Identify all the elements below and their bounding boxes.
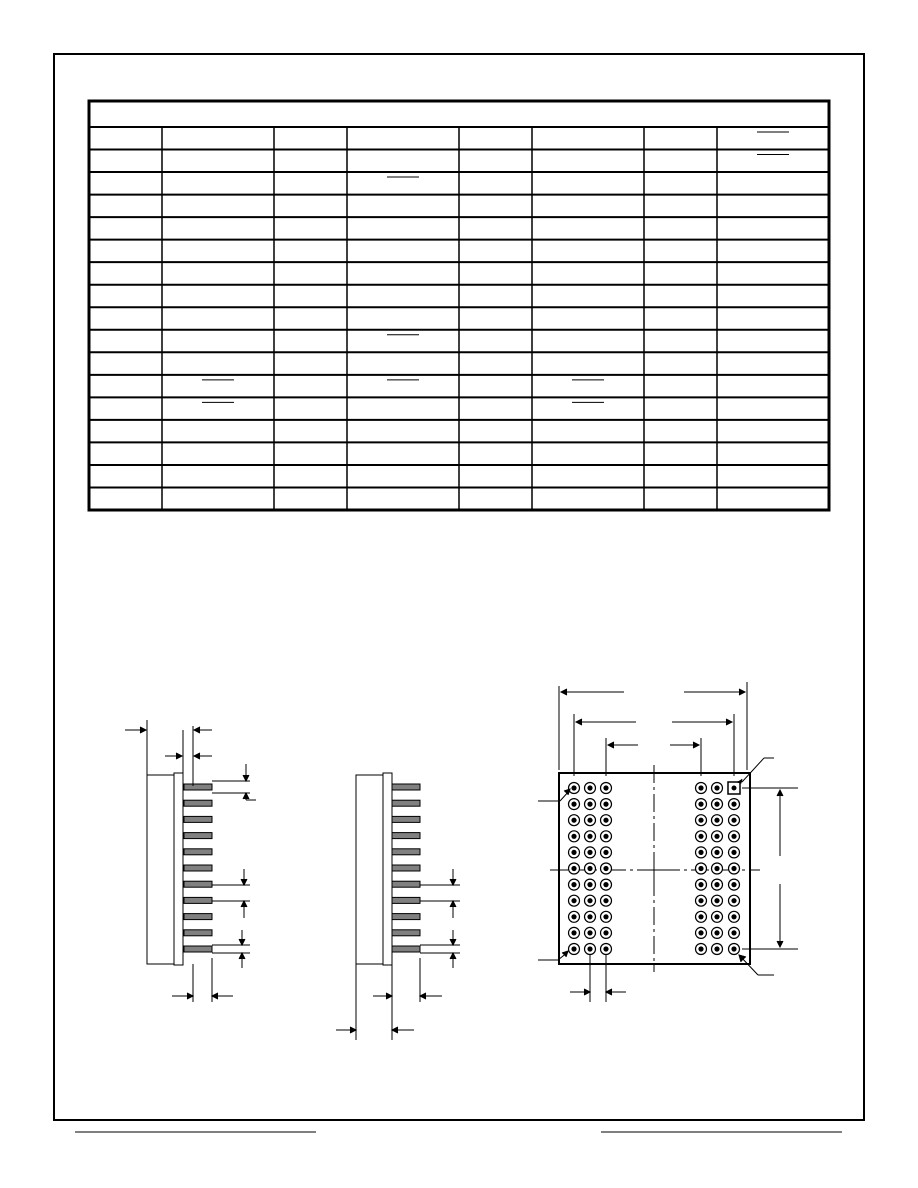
lead (392, 914, 420, 920)
lead (184, 800, 212, 806)
lead (184, 849, 212, 855)
solder-ball-core (698, 785, 703, 790)
solder-ball-core (731, 882, 736, 887)
solder-ball-core (731, 866, 736, 871)
solder-ball-core (714, 914, 719, 919)
solder-ball-core (603, 882, 608, 887)
lead (392, 816, 420, 822)
solder-ball-core (698, 850, 703, 855)
solder-ball-core (571, 802, 576, 807)
lead (184, 784, 212, 790)
solder-ball-core (731, 930, 736, 935)
solder-ball-core (587, 914, 592, 919)
solder-ball-core (698, 834, 703, 839)
solder-ball-core (603, 850, 608, 855)
solder-ball-core (587, 785, 592, 790)
solder-ball-core (714, 898, 719, 903)
lead (392, 897, 420, 903)
lead (392, 833, 420, 839)
solder-ball-core (714, 850, 719, 855)
solder-ball-core (587, 866, 592, 871)
solder-ball-core (714, 946, 719, 951)
solder-ball-core (698, 866, 703, 871)
solder-ball-core (603, 914, 608, 919)
solder-ball-core (603, 946, 608, 951)
solder-ball-core (714, 930, 719, 935)
solder-ball-core (587, 834, 592, 839)
lead (184, 914, 212, 920)
side-view-front (125, 720, 256, 1002)
solder-ball-core (587, 898, 592, 903)
dimension-lines (125, 720, 256, 1002)
solder-ball-core (587, 818, 592, 823)
solder-ball-core (731, 898, 736, 903)
solder-ball-core (571, 850, 576, 855)
lead (392, 946, 420, 952)
lead (392, 784, 420, 790)
solder-ball-core (698, 898, 703, 903)
solder-ball-core (603, 930, 608, 935)
lead (184, 881, 212, 887)
solder-ball-core (714, 802, 719, 807)
solder-ball-core (714, 834, 719, 839)
lead (392, 800, 420, 806)
package-body (147, 775, 174, 964)
solder-ball-core (714, 818, 719, 823)
solder-ball-core (731, 802, 736, 807)
side-view-end (336, 773, 460, 1040)
package-body (356, 775, 383, 964)
solder-ball-core (587, 930, 592, 935)
solder-ball-core (603, 818, 608, 823)
solder-ball-core (571, 946, 576, 951)
solder-ball-core (603, 785, 608, 790)
lead (184, 946, 212, 952)
dimension-lines (336, 869, 460, 1040)
pin-table (89, 101, 829, 510)
solder-ball-core (731, 850, 736, 855)
solder-ball-core (731, 914, 736, 919)
solder-ball-core (714, 785, 719, 790)
solder-ball-core (698, 914, 703, 919)
solder-ball-core (714, 882, 719, 887)
package-substrate (383, 773, 392, 965)
lead (184, 865, 212, 871)
lead (392, 849, 420, 855)
solder-ball-core (587, 802, 592, 807)
solder-ball-core (603, 802, 608, 807)
solder-ball-core (698, 946, 703, 951)
lead (392, 930, 420, 936)
solder-ball-core (571, 882, 576, 887)
lead (184, 897, 212, 903)
solder-ball-core (587, 850, 592, 855)
solder-ball-core (587, 882, 592, 887)
solder-ball-core (714, 866, 719, 871)
package-substrate (174, 773, 183, 965)
solder-ball-core (603, 866, 608, 871)
solder-ball-core (698, 930, 703, 935)
solder-ball-core (731, 818, 736, 823)
solder-ball-core (587, 946, 592, 951)
solder-ball-core (571, 818, 576, 823)
solder-ball-core (731, 834, 736, 839)
solder-ball-core (603, 834, 608, 839)
solder-ball-core (698, 882, 703, 887)
solder-ball-core (571, 930, 576, 935)
bottom-view (538, 682, 798, 1002)
lead (392, 881, 420, 887)
solder-ball-core (571, 914, 576, 919)
solder-ball-core (571, 898, 576, 903)
pin1-ball-core (732, 786, 737, 791)
lead (184, 833, 212, 839)
lead (184, 930, 212, 936)
solder-ball-core (698, 818, 703, 823)
solder-ball-core (571, 785, 576, 790)
solder-ball-core (731, 946, 736, 951)
solder-ball-core (603, 898, 608, 903)
solder-ball-core (698, 802, 703, 807)
solder-ball-core (571, 866, 576, 871)
solder-ball-core (571, 834, 576, 839)
lead (392, 865, 420, 871)
lead (184, 816, 212, 822)
